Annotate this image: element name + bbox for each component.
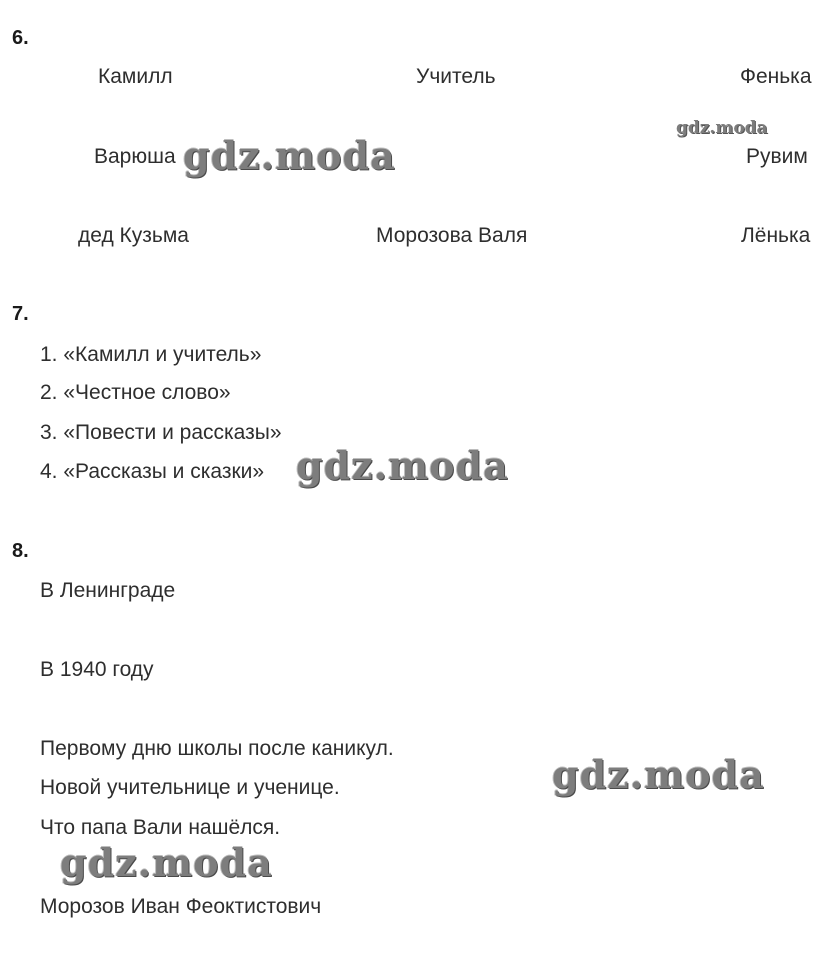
watermark: gdz.moda bbox=[60, 840, 273, 885]
answer-line-1: В Ленинграде bbox=[40, 579, 176, 602]
character-kamill: Камилл bbox=[98, 65, 173, 88]
section-6-number: 6. bbox=[12, 27, 29, 49]
character-fenka: Фенька bbox=[740, 65, 812, 88]
character-uchitel: Учитель bbox=[416, 65, 496, 88]
character-ruvim: Рувим bbox=[746, 145, 808, 168]
book-item-4: 4. «Рассказы и сказки» bbox=[40, 460, 265, 483]
section-7-number: 7. bbox=[12, 303, 29, 325]
section-8-number: 8. bbox=[12, 540, 29, 562]
character-ded-kuzma: дед Кузьма bbox=[78, 224, 189, 247]
answer-line-4: Новой учительнице и ученице. bbox=[40, 776, 340, 799]
answer-line-5: Что папа Вали нашёлся. bbox=[40, 816, 281, 839]
watermark: gdz.moda bbox=[183, 133, 396, 178]
watermark: gdz.moda bbox=[676, 118, 768, 138]
character-lenka: Лёнька bbox=[741, 224, 811, 247]
answer-line-3: Первому дню школы после каникул. bbox=[40, 737, 394, 760]
answer-line-6: Морозов Иван Феоктистович bbox=[40, 895, 322, 918]
character-varyusha: Варюша bbox=[94, 145, 176, 168]
book-item-1: 1. «Камилл и учитель» bbox=[40, 343, 262, 366]
character-morozova-valya: Морозова Валя bbox=[376, 224, 528, 247]
watermark: gdz.moda bbox=[552, 752, 765, 797]
watermark: gdz.moda bbox=[296, 443, 509, 488]
answer-line-2: В 1940 году bbox=[40, 658, 154, 681]
book-item-3: 3. «Повести и рассказы» bbox=[40, 421, 282, 444]
book-item-2: 2. «Честное слово» bbox=[40, 381, 231, 404]
